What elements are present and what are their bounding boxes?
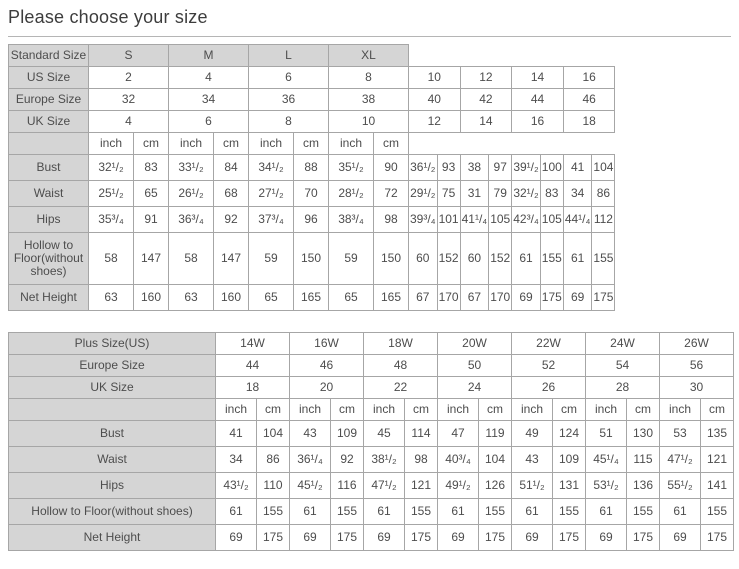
measurement-value-cell: 101 [437,207,460,233]
measurement-value-cell: 105 [540,207,563,233]
measurement-value-cell: 126 [479,473,512,499]
size-group-header: 26W [660,333,734,355]
measurement-value-cell: 86 [257,447,290,473]
size-value-cell: 36 [249,89,329,111]
unit-row-corner [9,133,89,155]
measurement-value-cell: 35¹/₂ [329,155,374,181]
unit-header-inch: inch [169,133,214,155]
measurement-value-cell: 155 [405,499,438,525]
measurement-row [9,155,615,181]
measurement-value-cell: 104 [592,155,615,181]
measurement-value-cell: 34 [216,447,257,473]
measurement-value-cell: 98 [374,207,409,233]
measurement-row [9,181,615,207]
measurement-row [9,499,734,525]
plus-size-table [8,332,734,551]
unit-header-inch: inch [216,399,257,421]
measurement-value-cell: 38¹/₂ [364,447,405,473]
measurement-value-cell: 147 [214,233,249,285]
unit-header-cm: cm [214,133,249,155]
measurement-value-cell: 150 [374,233,409,285]
measurement-value-cell: 175 [592,285,615,311]
measurement-value-cell: 36³/₄ [169,207,214,233]
measurement-value-cell: 65 [249,285,294,311]
size-group-header-row [9,333,734,355]
measurement-value-cell: 61 [290,499,331,525]
measurement-value-cell: 43 [290,421,331,447]
page-title: Please choose your size [8,7,208,27]
measurement-value-cell: 67 [460,285,489,311]
size-value-cell: 24 [438,377,512,399]
size-value-cell: 22 [364,377,438,399]
measurement-value-cell: 155 [479,499,512,525]
row-label: Net Height [9,285,89,311]
size-value-cell: 10 [329,111,409,133]
measurement-value-cell: 36¹/₂ [409,155,438,181]
measurement-value-cell: 61 [438,499,479,525]
measurement-value-cell: 150 [294,233,329,285]
size-conversion-row [9,355,734,377]
measurement-value-cell: 152 [489,233,512,285]
size-value-cell: 28 [586,377,660,399]
row-label: UK Size [9,111,89,133]
measurement-value-cell: 165 [294,285,329,311]
measurement-value-cell: 39³/₄ [409,207,438,233]
size-value-cell: 52 [512,355,586,377]
size-value-cell: 14 [460,111,512,133]
unit-header-row [9,133,615,155]
size-group-header: S [89,45,169,67]
measurement-row [9,447,734,473]
measurement-value-cell: 45¹/₄ [586,447,627,473]
measurement-row [9,285,615,311]
size-value-cell: 16 [563,67,615,89]
measurement-value-cell: 36¹/₄ [290,447,331,473]
measurement-value-cell: 43¹/₂ [216,473,257,499]
measurement-value-cell: 29¹/₂ [409,181,438,207]
size-conversion-row [9,89,615,111]
measurement-value-cell: 43 [512,447,553,473]
unit-header-cm: cm [479,399,512,421]
measurement-value-cell: 155 [540,233,563,285]
size-group-header-row [9,45,615,67]
unit-header-row [9,399,734,421]
measurement-value-cell: 91 [134,207,169,233]
size-value-cell: 16 [512,111,564,133]
measurement-value-cell: 155 [257,499,290,525]
measurement-value-cell: 175 [479,525,512,551]
measurement-value-cell: 61 [563,233,592,285]
measurement-row [9,473,734,499]
measurement-value-cell: 79 [489,181,512,207]
measurement-value-cell: 47¹/₂ [364,473,405,499]
unit-header-cm: cm [701,399,734,421]
measurement-value-cell: 121 [405,473,438,499]
measurement-value-cell: 32¹/₂ [512,181,541,207]
row-label: Hollow to Floor(without shoes) [9,499,216,525]
measurement-value-cell: 83 [540,181,563,207]
size-value-cell: 18 [563,111,615,133]
measurement-value-cell: 69 [438,525,479,551]
size-group-header: 22W [512,333,586,355]
size-group-header: 16W [290,333,364,355]
measurement-value-cell: 104 [257,421,290,447]
size-value-cell: 8 [329,67,409,89]
measurement-value-cell: 69 [290,525,331,551]
measurement-value-cell: 41¹/₄ [460,207,489,233]
row-label: Hollow to Floor(without shoes) [9,233,89,285]
measurement-value-cell: 75 [437,181,460,207]
row-label: Bust [9,421,216,447]
measurement-value-cell: 51 [586,421,627,447]
measurement-value-cell: 83 [134,155,169,181]
size-value-cell: 6 [169,111,249,133]
row-label: Europe Size [9,89,89,111]
standard-size-table [8,44,615,311]
measurement-value-cell: 109 [553,447,586,473]
measurement-value-cell: 61 [586,499,627,525]
measurement-value-cell: 45 [364,421,405,447]
measurement-value-cell: 53 [660,421,701,447]
measurement-value-cell: 61 [660,499,701,525]
unit-header-inch: inch [290,399,331,421]
measurement-value-cell: 45¹/₂ [290,473,331,499]
size-group-header: L [249,45,329,67]
unit-header-inch: inch [438,399,479,421]
unit-header-cm: cm [294,133,329,155]
measurement-value-cell: 67 [409,285,438,311]
measurement-value-cell: 41 [563,155,592,181]
row-label: Europe Size [9,355,216,377]
measurement-value-cell: 152 [437,233,460,285]
size-value-cell: 4 [169,67,249,89]
measurement-value-cell: 49¹/₂ [438,473,479,499]
measurement-value-cell: 131 [553,473,586,499]
measurement-value-cell: 69 [586,525,627,551]
unit-header-inch: inch [512,399,553,421]
measurement-value-cell: 155 [627,499,660,525]
size-value-cell: 54 [586,355,660,377]
size-group-header: M [169,45,249,67]
measurement-value-cell: 58 [89,233,134,285]
measurement-value-cell: 175 [540,285,563,311]
size-value-cell: 10 [409,67,461,89]
measurement-value-cell: 41 [216,421,257,447]
size-value-cell: 46 [563,89,615,111]
measurement-value-cell: 119 [479,421,512,447]
row-label: Waist [9,181,89,207]
size-value-cell: 56 [660,355,734,377]
measurement-value-cell: 60 [460,233,489,285]
row-label: US Size [9,67,89,89]
unit-header-cm: cm [257,399,290,421]
size-value-cell: 34 [169,89,249,111]
table-corner-header: Standard Size [9,45,89,67]
size-value-cell: 48 [364,355,438,377]
size-value-cell: 26 [512,377,586,399]
measurement-value-cell: 124 [553,421,586,447]
measurement-value-cell: 63 [89,285,134,311]
measurement-value-cell: 53¹/₂ [586,473,627,499]
measurement-row [9,207,615,233]
measurement-value-cell: 110 [257,473,290,499]
measurement-value-cell: 92 [214,207,249,233]
size-group-header: XL [329,45,409,67]
measurement-value-cell: 61 [512,499,553,525]
size-value-cell: 2 [89,67,169,89]
size-value-cell: 42 [460,89,512,111]
measurement-value-cell: 100 [540,155,563,181]
measurement-value-cell: 25¹/₂ [89,181,134,207]
measurement-value-cell: 115 [627,447,660,473]
measurement-value-cell: 61 [216,499,257,525]
size-value-cell: 44 [216,355,290,377]
row-label: Waist [9,447,216,473]
measurement-value-cell: 135 [701,421,734,447]
size-value-cell: 4 [89,111,169,133]
size-value-cell: 14 [512,67,564,89]
size-group-header: 24W [586,333,660,355]
unit-header-inch: inch [660,399,701,421]
measurement-value-cell: 92 [331,447,364,473]
measurement-value-cell: 160 [214,285,249,311]
size-group-header: 20W [438,333,512,355]
measurement-value-cell: 34¹/₂ [249,155,294,181]
measurement-value-cell: 170 [437,285,460,311]
size-group-header: 14W [216,333,290,355]
size-conversion-row [9,111,615,133]
size-value-cell: 6 [249,67,329,89]
measurement-value-cell: 49 [512,421,553,447]
measurement-value-cell: 40³/₄ [438,447,479,473]
measurement-value-cell: 61 [512,233,541,285]
size-value-cell: 44 [512,89,564,111]
measurement-row [9,525,734,551]
measurement-value-cell: 28¹/₂ [329,181,374,207]
measurement-value-cell: 27¹/₂ [249,181,294,207]
measurement-value-cell: 32¹/₂ [89,155,134,181]
measurement-value-cell: 155 [592,233,615,285]
table-corner-header: Plus Size(US) [9,333,216,355]
measurement-value-cell: 175 [405,525,438,551]
measurement-value-cell: 63 [169,285,214,311]
measurement-value-cell: 130 [627,421,660,447]
measurement-value-cell: 155 [701,499,734,525]
measurement-value-cell: 90 [374,155,409,181]
measurement-value-cell: 69 [660,525,701,551]
size-group-header: 18W [364,333,438,355]
size-conversion-row [9,377,734,399]
measurement-value-cell: 121 [701,447,734,473]
measurement-value-cell: 39¹/₂ [512,155,541,181]
size-value-cell: 30 [660,377,734,399]
measurement-value-cell: 35³/₄ [89,207,134,233]
size-value-cell: 32 [89,89,169,111]
row-label: UK Size [9,377,216,399]
size-value-cell: 12 [460,67,512,89]
measurement-value-cell: 26¹/₂ [169,181,214,207]
measurement-value-cell: 34 [563,181,592,207]
size-value-cell: 46 [290,355,364,377]
measurement-value-cell: 109 [331,421,364,447]
size-value-cell: 38 [329,89,409,111]
measurement-row [9,233,615,285]
measurement-value-cell: 37³/₄ [249,207,294,233]
measurement-value-cell: 69 [216,525,257,551]
measurement-value-cell: 93 [437,155,460,181]
measurement-value-cell: 97 [489,155,512,181]
measurement-value-cell: 70 [294,181,329,207]
measurement-value-cell: 112 [592,207,615,233]
measurement-value-cell: 55¹/₂ [660,473,701,499]
measurement-value-cell: 38 [460,155,489,181]
measurement-value-cell: 33¹/₂ [169,155,214,181]
size-value-cell: 12 [409,111,461,133]
unit-header-cm: cm [405,399,438,421]
measurement-value-cell: 155 [553,499,586,525]
measurement-value-cell: 155 [331,499,364,525]
row-label: Hips [9,207,89,233]
measurement-value-cell: 147 [134,233,169,285]
measurement-value-cell: 31 [460,181,489,207]
measurement-value-cell: 116 [331,473,364,499]
measurement-value-cell: 42³/₄ [512,207,541,233]
measurement-value-cell: 38³/₄ [329,207,374,233]
measurement-value-cell: 69 [364,525,405,551]
size-value-cell: 40 [409,89,461,111]
measurement-value-cell: 175 [627,525,660,551]
unit-header-cm: cm [553,399,586,421]
unit-header-inch: inch [89,133,134,155]
row-label: Bust [9,155,89,181]
measurement-value-cell: 65 [329,285,374,311]
measurement-value-cell: 84 [214,155,249,181]
row-label: Hips [9,473,216,499]
measurement-value-cell: 136 [627,473,660,499]
measurement-value-cell: 61 [364,499,405,525]
unit-header-cm: cm [331,399,364,421]
size-value-cell: 20 [290,377,364,399]
measurement-value-cell: 69 [512,285,541,311]
measurement-value-cell: 58 [169,233,214,285]
measurement-value-cell: 51¹/₂ [512,473,553,499]
measurement-value-cell: 114 [405,421,438,447]
measurement-value-cell: 105 [489,207,512,233]
measurement-value-cell: 165 [374,285,409,311]
unit-header-inch: inch [329,133,374,155]
measurement-value-cell: 59 [249,233,294,285]
measurement-row [9,421,734,447]
unit-header-cm: cm [134,133,169,155]
row-label: Net Height [9,525,216,551]
measurement-value-cell: 160 [134,285,169,311]
measurement-value-cell: 65 [134,181,169,207]
unit-header-inch: inch [364,399,405,421]
measurement-value-cell: 69 [512,525,553,551]
measurement-value-cell: 104 [479,447,512,473]
measurement-value-cell: 47¹/₂ [660,447,701,473]
unit-header-inch: inch [586,399,627,421]
measurement-value-cell: 44¹/₄ [563,207,592,233]
size-conversion-row [9,67,615,89]
title-divider [8,36,731,37]
measurement-value-cell: 175 [331,525,364,551]
unit-header-cm: cm [374,133,409,155]
size-value-cell: 8 [249,111,329,133]
unit-header-cm: cm [627,399,660,421]
measurement-value-cell: 47 [438,421,479,447]
size-chart-page [0,7,739,551]
measurement-value-cell: 98 [405,447,438,473]
measurement-value-cell: 175 [553,525,586,551]
size-value-cell: 18 [216,377,290,399]
measurement-value-cell: 86 [592,181,615,207]
measurement-value-cell: 170 [489,285,512,311]
unit-row-corner [9,399,216,421]
unit-header-inch: inch [249,133,294,155]
measurement-value-cell: 175 [257,525,290,551]
measurement-value-cell: 60 [409,233,438,285]
size-value-cell: 50 [438,355,512,377]
measurement-value-cell: 68 [214,181,249,207]
measurement-value-cell: 72 [374,181,409,207]
measurement-value-cell: 96 [294,207,329,233]
measurement-value-cell: 175 [701,525,734,551]
measurement-value-cell: 59 [329,233,374,285]
measurement-value-cell: 88 [294,155,329,181]
measurement-value-cell: 69 [563,285,592,311]
measurement-value-cell: 141 [701,473,734,499]
